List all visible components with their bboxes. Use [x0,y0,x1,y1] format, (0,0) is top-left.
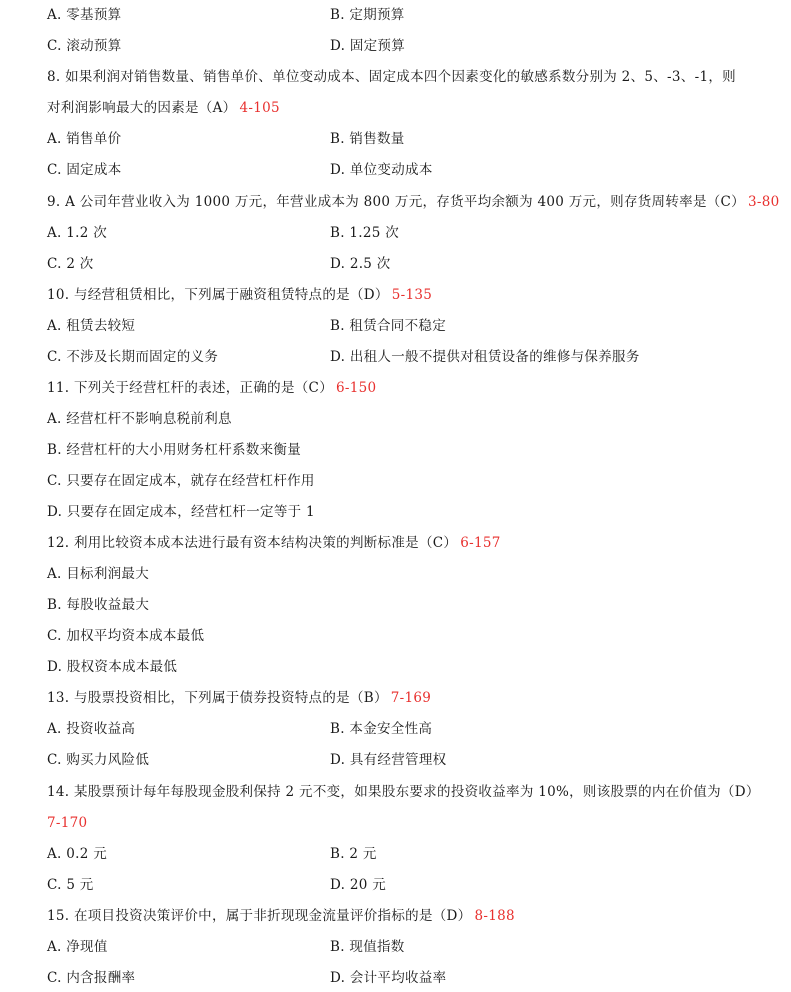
q9-page-ref: 3-80 [747,194,780,210]
q13-option-d: D. 具有经营管理权 [330,752,447,768]
q13-page-ref: 7-169 [390,690,432,706]
q8-question-line1: 8. 如果利润对销售数量、销售单价、单位变动成本、固定成本四个因素变化的敏感系数分别为 2、5、-3、-1，则 [47,69,736,85]
q8-question-text: 对利润影响最大的因素是（A） [47,100,237,116]
q8-question-line2 [47,99,280,117]
q10-question-text: 10. 与经营租赁相比，下列属于融资租赁特点的是（D） [47,287,389,303]
q15-option-b: B. 现值指数 [330,939,405,955]
q15-question [47,907,515,925]
q7-option-b: B. 定期预算 [330,7,405,23]
q9-option-c: C. 2 次 [47,256,94,272]
q11-page-ref: 6-150 [336,380,377,396]
q10-option-b: B. 租赁合同不稳定 [330,318,447,334]
q13-option-a: A. 投资收益高 [47,721,136,737]
q9-option-a: A. 1.2 次 [47,225,107,241]
q11-option-a: A. 经营杠杆不影响息税前利息 [47,411,232,427]
q12-question-text: 12. 利用比较资本成本法进行最有资本结构决策的判断标准是（C） [47,535,458,551]
q11-question-text: 11. 下列关于经营杠杆的表述，正确的是（C） [47,380,333,396]
q10-page-ref: 5-135 [391,287,433,303]
q15-question-text: 15. 在项目投资决策评价中，属于非折现现金流量评价指标的是（D） [47,908,472,924]
q15-option-a: A. 净现值 [47,939,108,955]
q10-option-a: A. 租赁去较短 [47,318,136,334]
q13-option-c: C. 购买力风险低 [47,752,150,768]
q13-option-b: B. 本金安全性高 [330,721,433,737]
q15-option-d: D. 会计平均收益率 [330,970,447,986]
q15-page-ref: 8-188 [474,908,515,924]
q7-option-c: C. 滚动预算 [47,38,122,54]
q7-option-a: A. 零基预算 [47,7,122,23]
q8-page-ref: 4-105 [239,100,280,116]
q10-option-c: C. 不涉及长期而固定的义务 [47,349,219,365]
q10-option-d: D. 出租人一般不提供对租赁设备的维修与保养服务 [330,349,640,365]
q15-option-c: C. 内含报酬率 [47,970,136,986]
q14-option-a: A. 0.2 元 [47,846,107,862]
q9-question [47,193,780,211]
q7-option-d: D. 固定预算 [330,38,406,54]
q11-question [47,379,376,397]
q14-page-ref: 7-170 [47,815,88,831]
q12-question [47,534,501,552]
q9-option-b: B. 1.25 次 [330,225,400,241]
q9-option-d: D. 2.5 次 [330,256,391,272]
q14-option-d: D. 20 元 [330,877,386,893]
q11-option-c: C. 只要存在固定成本，就存在经营杠杆作用 [47,473,315,489]
q12-option-a: A. 目标利润最大 [47,566,150,582]
q8-option-d: D. 单位变动成本 [330,162,433,178]
q11-option-d: D. 只要存在固定成本，经营杠杆一定等于 1 [47,504,315,520]
q8-option-b: B. 销售数量 [330,131,405,147]
q13-question-text: 13. 与股票投资相比，下列属于债券投资特点的是（B） [47,690,388,706]
q8-option-a: A. 销售单价 [47,131,122,147]
q14-question: 14. 某股票预计每年每股现金股利保持 2 元不变，如果股东要求的投资收益率为 10%，则该股票的内在价值为（D） [47,784,760,800]
q14-option-b: B. 2 元 [330,846,377,862]
q13-question [47,689,431,707]
q8-option-c: C. 固定成本 [47,162,122,178]
q12-page-ref: 6-157 [460,535,501,551]
q10-question [47,286,432,304]
q11-option-b: B. 经营杠杆的大小用财务杠杆系数来衡量 [47,442,302,458]
q12-option-d: D. 股权资本成本最低 [47,659,178,675]
q12-option-b: B. 每股收益最大 [47,597,150,613]
q12-option-c: C. 加权平均资本成本最低 [47,628,205,644]
q14-page-ref-line [44,814,87,832]
q14-option-c: C. 5 元 [47,877,94,893]
q9-question-text: 9. A 公司年营业收入为 1000 万元，年营业成本为 800 万元，存货平均余额为 400 万元，则存货周转率是（C） [47,194,745,210]
